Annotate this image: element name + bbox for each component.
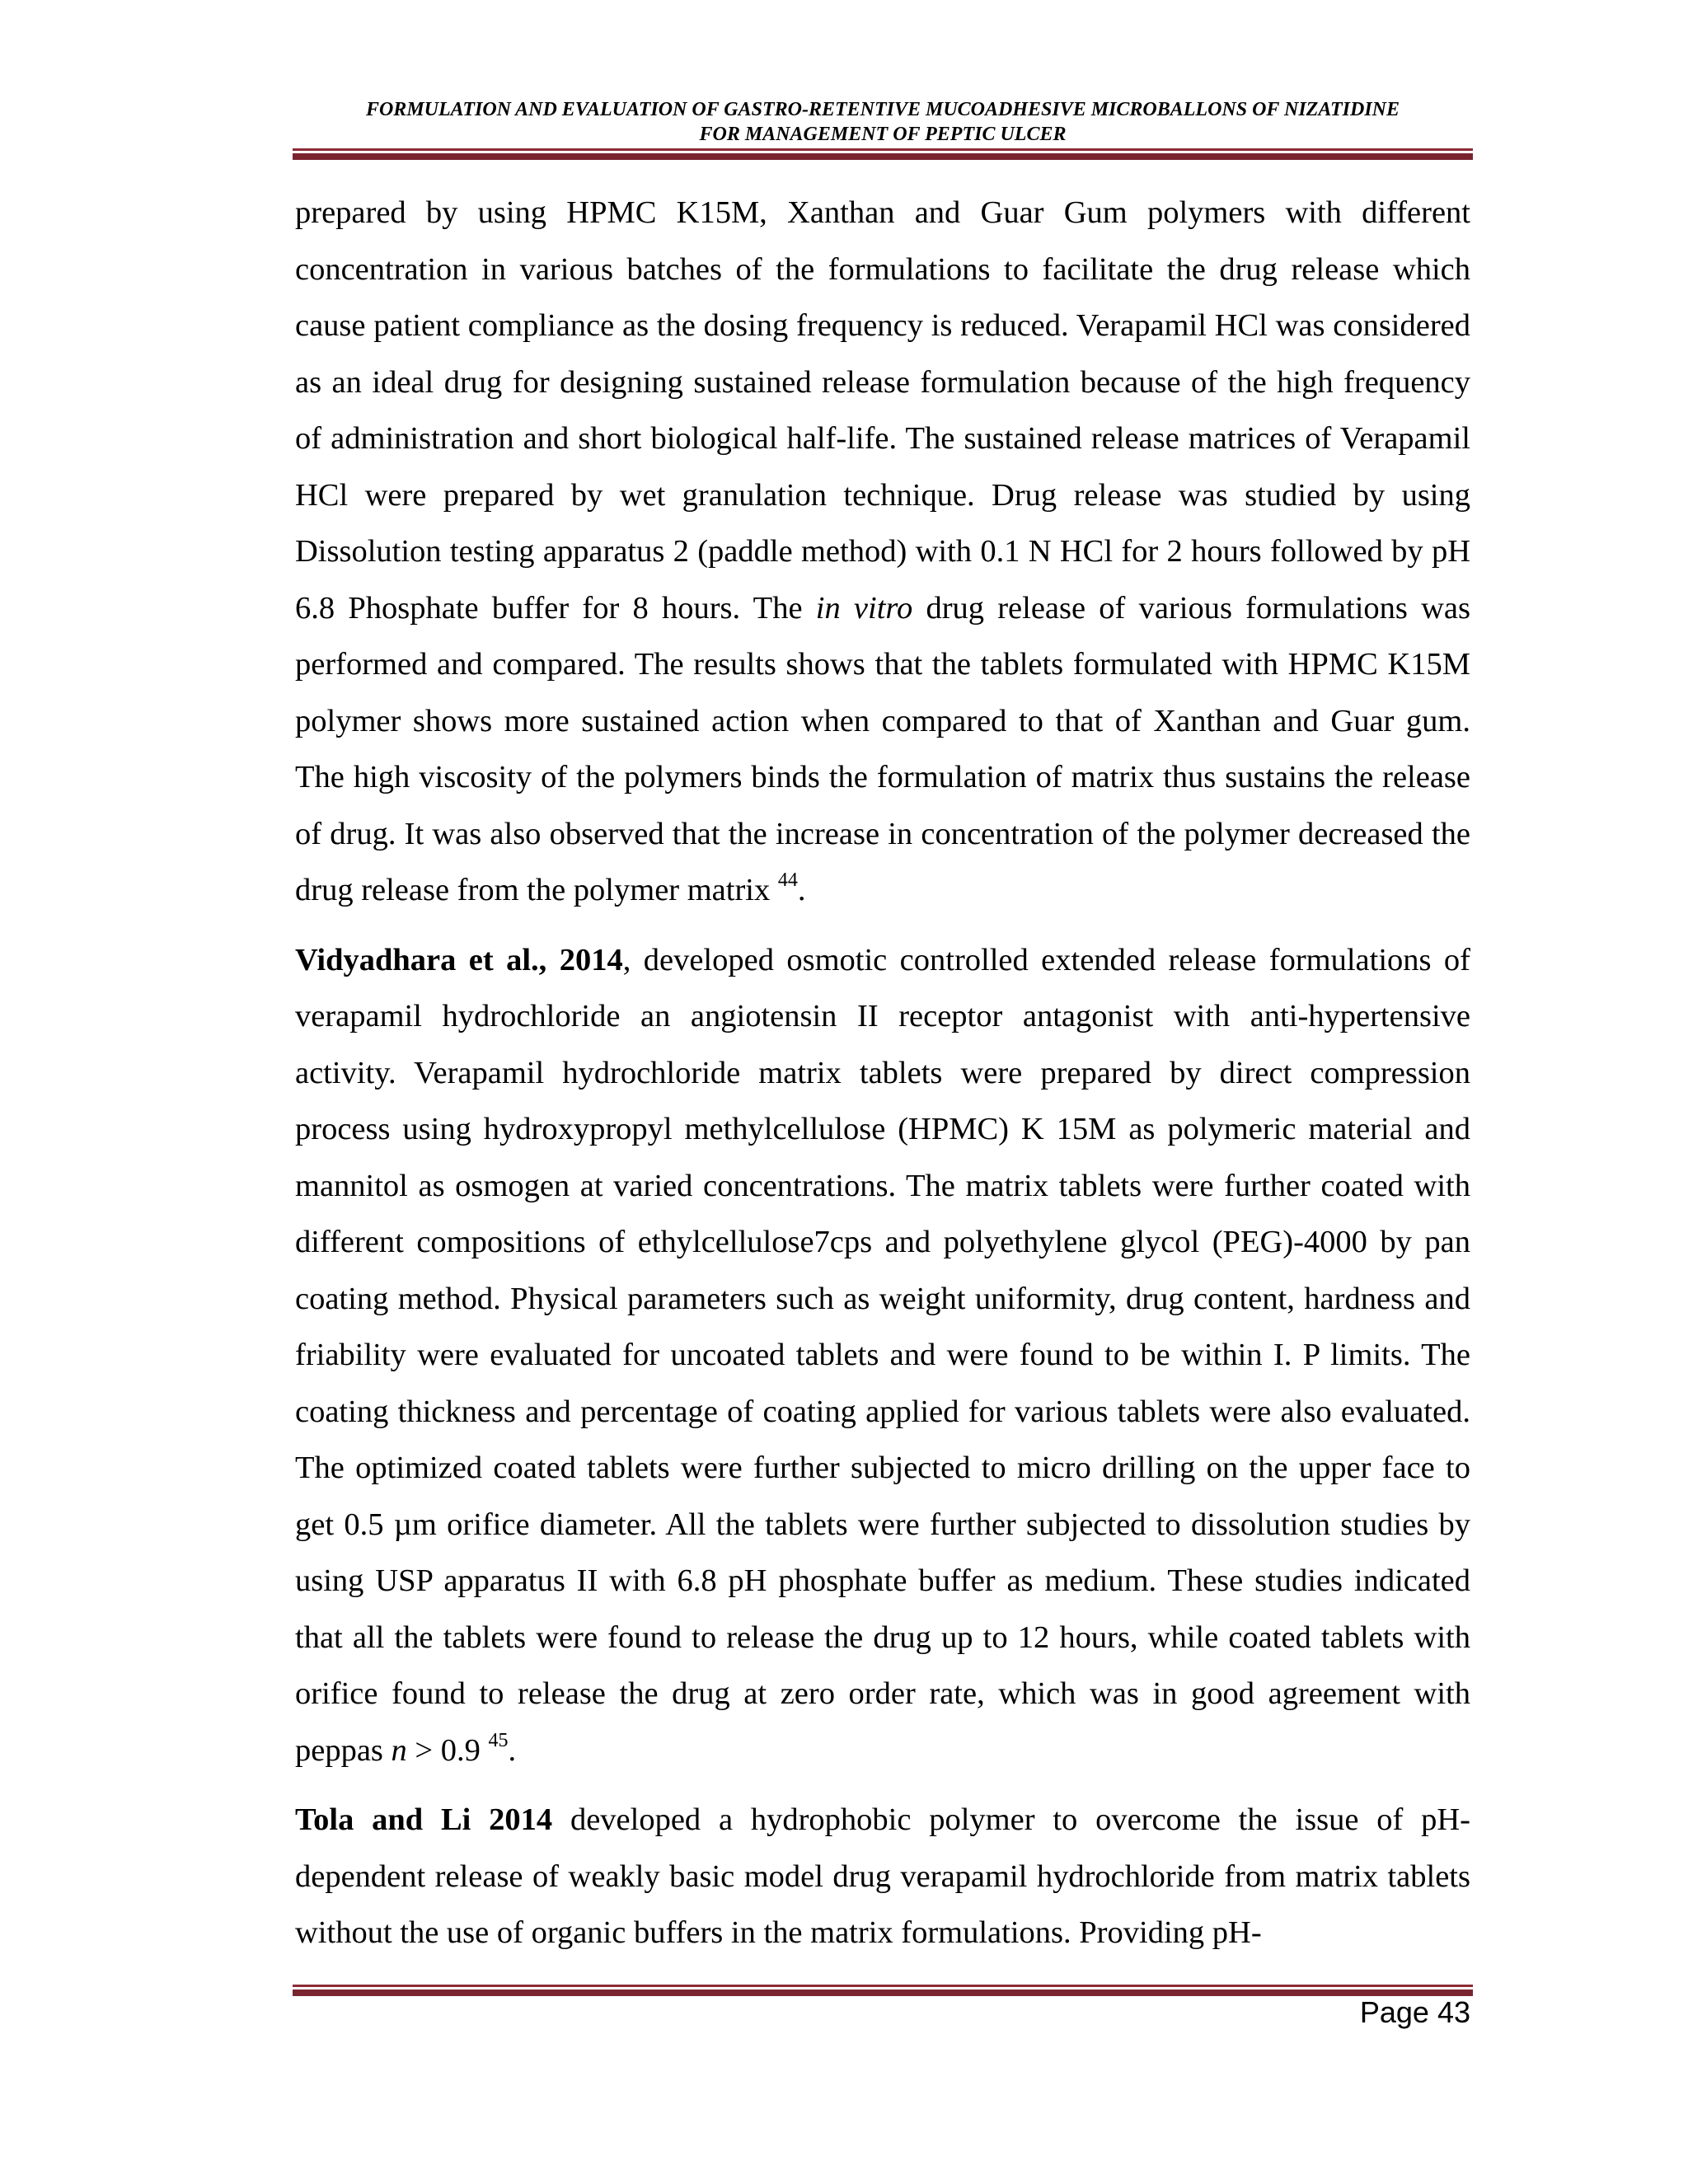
paragraph-2 xyxy=(295,932,1470,1779)
p1-citation: 44 xyxy=(777,869,798,892)
p2-text: , developed osmotic controlled extended release formulations of verapamil hydrochloride an angiotensin II receptor antagonist with anti-hypertensive activity. Verapamil hydrochloride matrix tablets were prepared by direct compression process using hydroxypropyl methylcellulose (HPMC) K 15M as polymeric material and mannitol as osmogen at varied concentrations. The matrix tablets were further coated with different compositions of ethylcellulose7cps and polyethylene glycol (PEG)-4000 by pan coating method. Physical parameters such as weight uniformity, drug content, hardness and friability were evaluated for uncoated tablets and were found to be within I. P limits. The coating thickness and percentage of coating applied for various tablets were also evaluated. The optimized coated tablets were further subjected to micro drilling on the upper face to get 0.5 µm orifice diameter. All the tablets were further subjected to dissolution studies by using USP apparatus II with 6.8 pH phosphate buffer as medium. These studies indicated that all the tablets were found to release the drug up to 12 hours, while coated tablets with orifice found to release the drug at zero order rate, which was in good agreement with peppas xyxy=(295,942,1470,1768)
running-header xyxy=(293,97,1473,147)
p2-citation: 45 xyxy=(488,1729,509,1751)
p1-italic: in vitro xyxy=(815,590,913,626)
body-text xyxy=(295,185,1470,1975)
p2-text-after: > 0.9 xyxy=(406,1732,489,1768)
footer-rule-thick xyxy=(293,1990,1473,1996)
paragraph-1 xyxy=(295,185,1470,919)
p3-text: developed a hydrophobic polymer to overcome the issue of pH-dependent release of weakly basic model drug verapamil hydrochloride from matrix tablets without the use of organic buffers in the matrix formulations. Providing pH- xyxy=(295,1802,1470,1950)
p3-lead: Tola and Li 2014 xyxy=(295,1802,553,1837)
p1-end: . xyxy=(797,873,806,907)
header-line-1: FORMULATION AND EVALUATION OF GASTRO-RETENTIVE MUCOADHESIVE MICROBALLONS OF NIZATIDINE xyxy=(365,99,1400,120)
footer-rule-thin xyxy=(293,1985,1473,1987)
p2-end: . xyxy=(508,1732,517,1768)
p1-text-before: prepared by using HPMC K15M, Xanthan and Guar Gum polymers with different concentration in various batches of the formulations to facilitate the drug release which cause patient compliance as the dosing frequency is reduced. Verapamil HCl was considered as an ideal drug for designing sustained release formulation because of the high frequency of administration and short biological half-life. The sustained release matrices of Verapamil HCl were prepared by wet granulation technique. Drug release was studied by using Dissolution testing apparatus 2 (paddle method) with 0.1 N HCl for 2 hours followed by pH 6.8 Phosphate buffer for 8 hours. The xyxy=(295,195,1470,626)
paragraph-3 xyxy=(295,1792,1470,1961)
header-rule-thick xyxy=(293,153,1473,160)
page-number: Page 43 xyxy=(1359,1995,1470,2029)
header-line-2: FOR MANAGEMENT OF PEPTIC ULCER xyxy=(699,124,1067,145)
footer-rule xyxy=(293,1985,1473,1996)
p1-text-after: drug release of various formulations was performed and compared. The results shows that the tablets formulated with HPMC K15M polymer shows more sustained action when compared to that of Xanthan and Guar gum. The high viscosity of the polymers binds the formulation of matrix thus sustains the release of drug. It was also observed that the increase in concentration of the polymer decreased the drug release from the polymer matrix xyxy=(295,590,1470,907)
header-rule xyxy=(293,148,1473,160)
header-rule-thin xyxy=(293,148,1473,151)
p2-lead: Vidyadhara et al., 2014 xyxy=(295,942,623,977)
p2-italic: n xyxy=(391,1732,407,1768)
